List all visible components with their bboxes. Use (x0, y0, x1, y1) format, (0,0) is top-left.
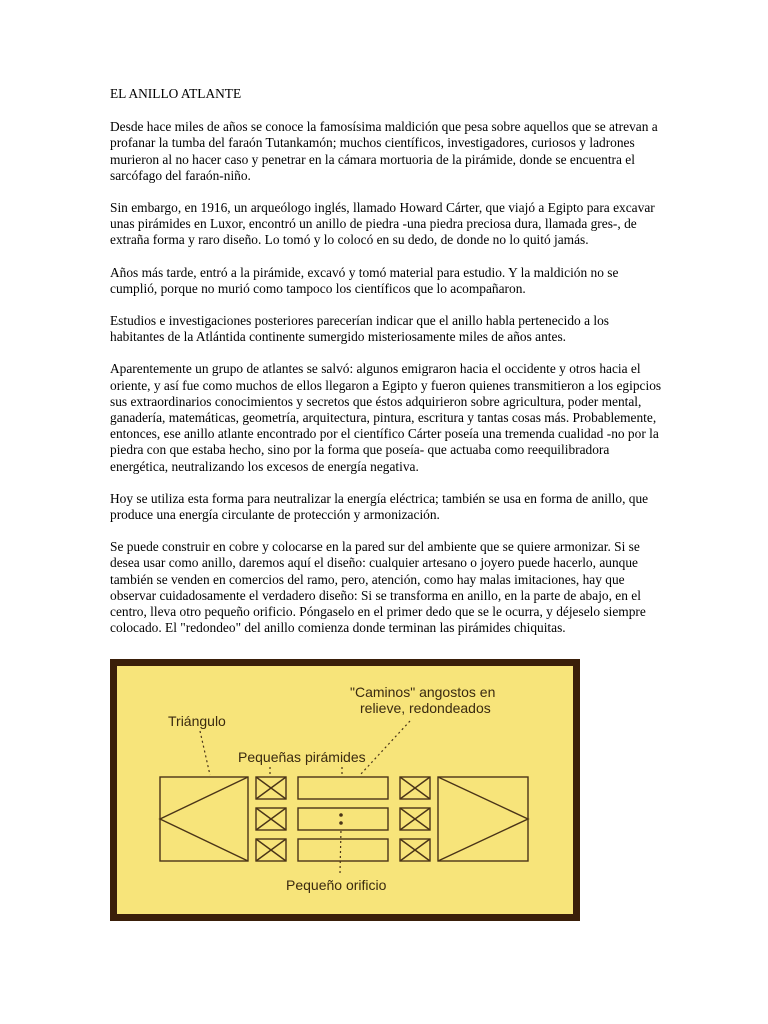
ring-diagram (110, 659, 580, 921)
ring-design-figure (110, 659, 580, 921)
label-pyramids: Pequeñas pirámides (238, 749, 366, 765)
paragraph-6: Hoy se utiliza esta forma para neutralizar la energía eléctrica; también se usa en forma de anillo, que produce una energía circulante de protección y armonización. (110, 490, 649, 523)
center-hole-lower (339, 821, 343, 825)
paragraph-7: Se puede construir en cobre y colocarse en la pared sur del ambiente que se quiere armonizar. Si se desea usar como anillo, daremos aquí el diseño: cualquier artesano o joyero puede hacerlo, aunque también se venden en comercios del ramo, pero, atención, como hay malas imitaciones, hay que observar cuidadosamente el verdadero diseño: Si se transforma en anillo, en la parte de abajo, en el centro, lleva otro pequeño orificio. Póngaselo en el primer dedo que se le ocurra, y déjeselo siempre colocado. El "redondeo" del anillo comienza donde terminan las pirámides chiquitas. (110, 539, 646, 636)
center-hole (339, 813, 343, 817)
paragraph-2: Sin embargo, en 1916, un arqueólogo inglés, llamado Howard Cárter, que viajó a Egipto para excavar unas pirámides en Luxor, encontró un anillo de piedra -una piedra preciosa dura, llamada gres-, de extraña forma y raro diseño. Lo tomó y lo colocó en su dedo, de donde no lo quitó jamás. (110, 200, 655, 248)
label-hole: Pequeño orificio (286, 877, 387, 893)
document-body (110, 86, 666, 652)
paragraph-3: Años más tarde, entró a la pirámide, excavó y tomó material para estudio. Y la maldición no se cumplió, porque no murió como tampoco los científicos que lo acompañaron. (110, 264, 619, 296)
paragraph-4: Estudios e investigaciones posteriores parecerían indicar que el anillo habla pertenecido a los habitantes de la Atlántida continente sumergido misteriosamente miles de años antes. (110, 313, 609, 345)
document-title: EL ANILLO ATLANTE (110, 86, 242, 101)
label-triangle: Triángulo (168, 713, 226, 729)
label-paths-line1: "Caminos" angostos en (350, 684, 496, 700)
label-paths-line2: relieve, redondeados (360, 700, 491, 716)
paragraph-5: Aparentemente un grupo de atlantes se salvó: algunos emigraron hacia el occidente y otros hacia el oriente, y así fue como muchos de ellos llegaron a Egipto y fueron quienes transmitieron a los egipcios sus extraordinarios conocimientos y secretos que éstos adquirieron sobre agricultura, poder mental, ganadería, matemáticas, geometría, arquitectura, pintura, escritura y tantas cosas más. Probablemente, entonces, ese anillo atlante encontrado por el científico Cárter poseía una tremenda cualidad -no por la piedra con que estaba hecho, sino por la forma que poseía- que actuaba como reequilibradora energética, neutralizando los excesos de energía negativa. (110, 361, 662, 474)
paragraph-1: Desde hace miles de años se conoce la famosísima maldición que pesa sobre aquellos que se atrevan a profanar la tumba del faraón Tutankamón; muchos científicos, investigadores, curiosos y ladrones murieron al no hacer caso y penetrar en la cámara mortuoria de la pirámide, donde se encuentra el sarcófago del faraón-niño. (110, 119, 658, 183)
